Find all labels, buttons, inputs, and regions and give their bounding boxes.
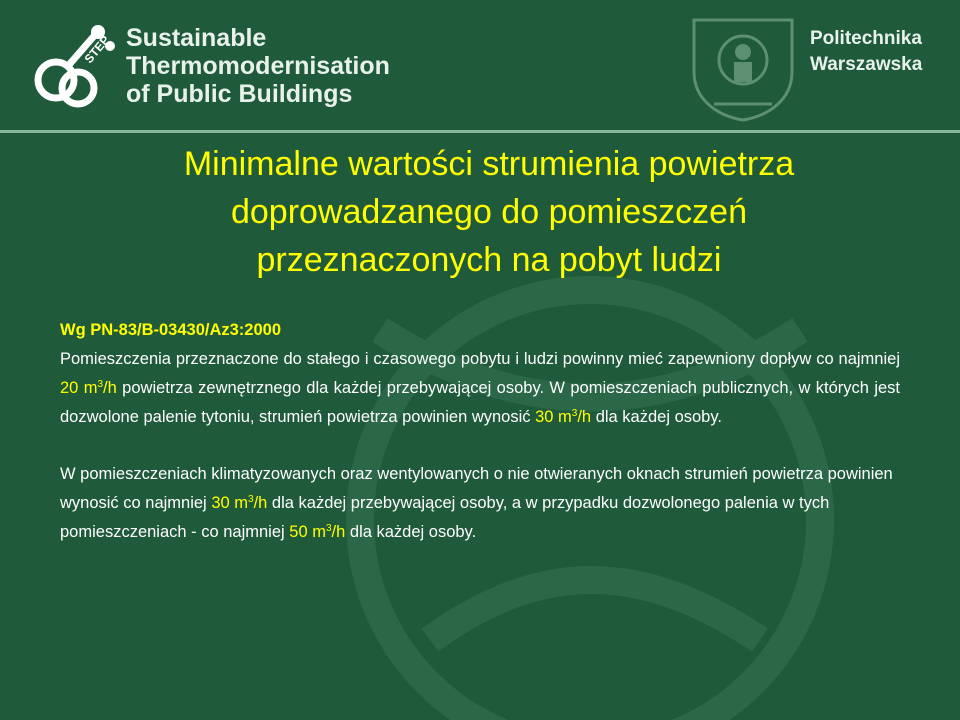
title-line-1: Minimalne wartości strumienia powietrza (183, 145, 795, 183)
slide-body (60, 316, 900, 547)
p2-unit-1: /h (253, 494, 268, 512)
p2-value-2: 50 (289, 523, 308, 541)
p1-unit-1: /h (103, 379, 117, 397)
p2-unit-2: /h (331, 523, 346, 541)
paragraph-1 (60, 345, 900, 432)
university-line-1: Politechnika (810, 28, 922, 49)
standard-reference: Wg PN-83/B-03430/Az3:2000 (60, 321, 282, 339)
header-bar (0, 0, 960, 132)
brand-title (126, 24, 390, 108)
p1-text-2: powietrza zewnętrznego dla każdej przebywającej osoby. W pomieszczeniach publicznych, w których jest dozwolone palenie tytoniu, strumień powietrza powinien wynosić (60, 379, 900, 426)
brand-line-2: Thermomodernisation (126, 52, 390, 80)
slide-title (60, 140, 918, 284)
p2-unit-prefix-2: m (307, 523, 326, 541)
university-seal-icon (684, 12, 802, 122)
p2-exponent-1: 3 (248, 494, 254, 505)
title-line-2: doprowadzanego do pomieszczeń (230, 193, 747, 231)
p1-unit-2: /h (577, 408, 592, 426)
title-line-3: przeznaczonych na pobyt ludzi (256, 241, 722, 279)
brand-line-3: of Public Buildings (126, 80, 353, 108)
step-logo-icon (28, 18, 118, 114)
p1-text-1: Pomieszczenia przeznaczone do stałego i czasowego pobytu i ludzi powinny mieć zapewniony dopływ co najmniej (60, 350, 900, 368)
p1-exponent-1: 3 (97, 379, 104, 390)
university-name (810, 26, 922, 78)
p2-text-3: dla każdej osoby. (345, 523, 477, 541)
p2-text-1: W pomieszczeniach klimatyzowanych oraz wentylowanych o nie otwieranych oknach strumień powietrza powinien wynosić co najmniej (60, 465, 893, 512)
university-line-2: Warszawska (810, 54, 923, 75)
header-divider (0, 130, 960, 133)
logo-text: STEP (81, 32, 113, 66)
paragraph-2 (60, 460, 900, 547)
p2-value-1: 30 m (211, 494, 248, 512)
p2-text-2: dla każdej przebywającej osoby, a w przypadku dozwolonego palenia w tych pomieszczeniach - co najmniej (60, 494, 830, 541)
p1-value-1: 20 m (60, 379, 98, 397)
p1-exponent-2: 3 (571, 408, 578, 419)
p2-exponent-2: 3 (325, 523, 332, 534)
brand-line-1: Sustainable (126, 24, 267, 52)
p1-value-2: 30 m (535, 408, 572, 426)
p1-text-3: dla każdej osoby. (591, 408, 722, 426)
